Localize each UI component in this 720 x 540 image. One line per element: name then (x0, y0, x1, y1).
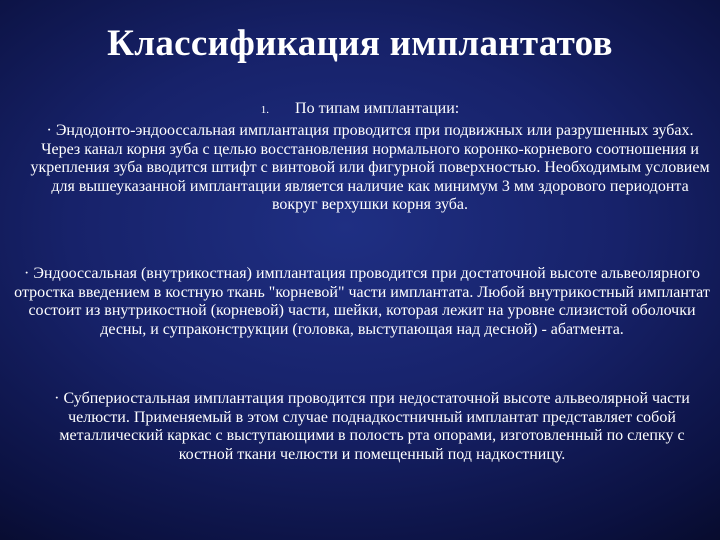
slide-title: Классификация имплантатов (107, 23, 613, 64)
paragraph-endodontic-endosseous: · Эндодонто-эндооссальная имплантация проводится при подвижных или разрушенных зубах. Через канал корня зуба с целью восстановления нормального коронко-корневого соотношения и укрепления зуба вводится штифт с винтовой или фигурной поверхностью. Необходимым условием для вышеуказанной имплантации является наличие как минимум 3 мм здорового периодонта вокруг верхушки корня зуба. (30, 122, 710, 214)
section-title: По типам имплантации: (295, 100, 460, 117)
section-heading (0, 99, 720, 120)
section-number: 1. (260, 104, 270, 116)
paragraph-subperiosteal: · Субпериостальная имплантация проводится при недостаточной высоте альвеолярной части челюсти. Применяемый в этом случае поднадкостничный имплантат представляет собой металлический каркас с выступающими в полость рта опорами, изготовленный по слепку с костной ткани челюсти и помещенный под надкостницу. (54, 390, 690, 463)
paragraph-endosseous: · Эндооссальная (внутрикостная) имплантация проводится при достаточной высоте альвеолярного отростка введением в костную ткань "корневой" части имплантата. Любой внутрикостный имплантат состоит из внутрикостной (корневой) части, шейки, которая лежит на уровне слизистой оболочки десны, и супраконструкции (головка, выступающая над десной) - абатмента. (14, 265, 710, 338)
